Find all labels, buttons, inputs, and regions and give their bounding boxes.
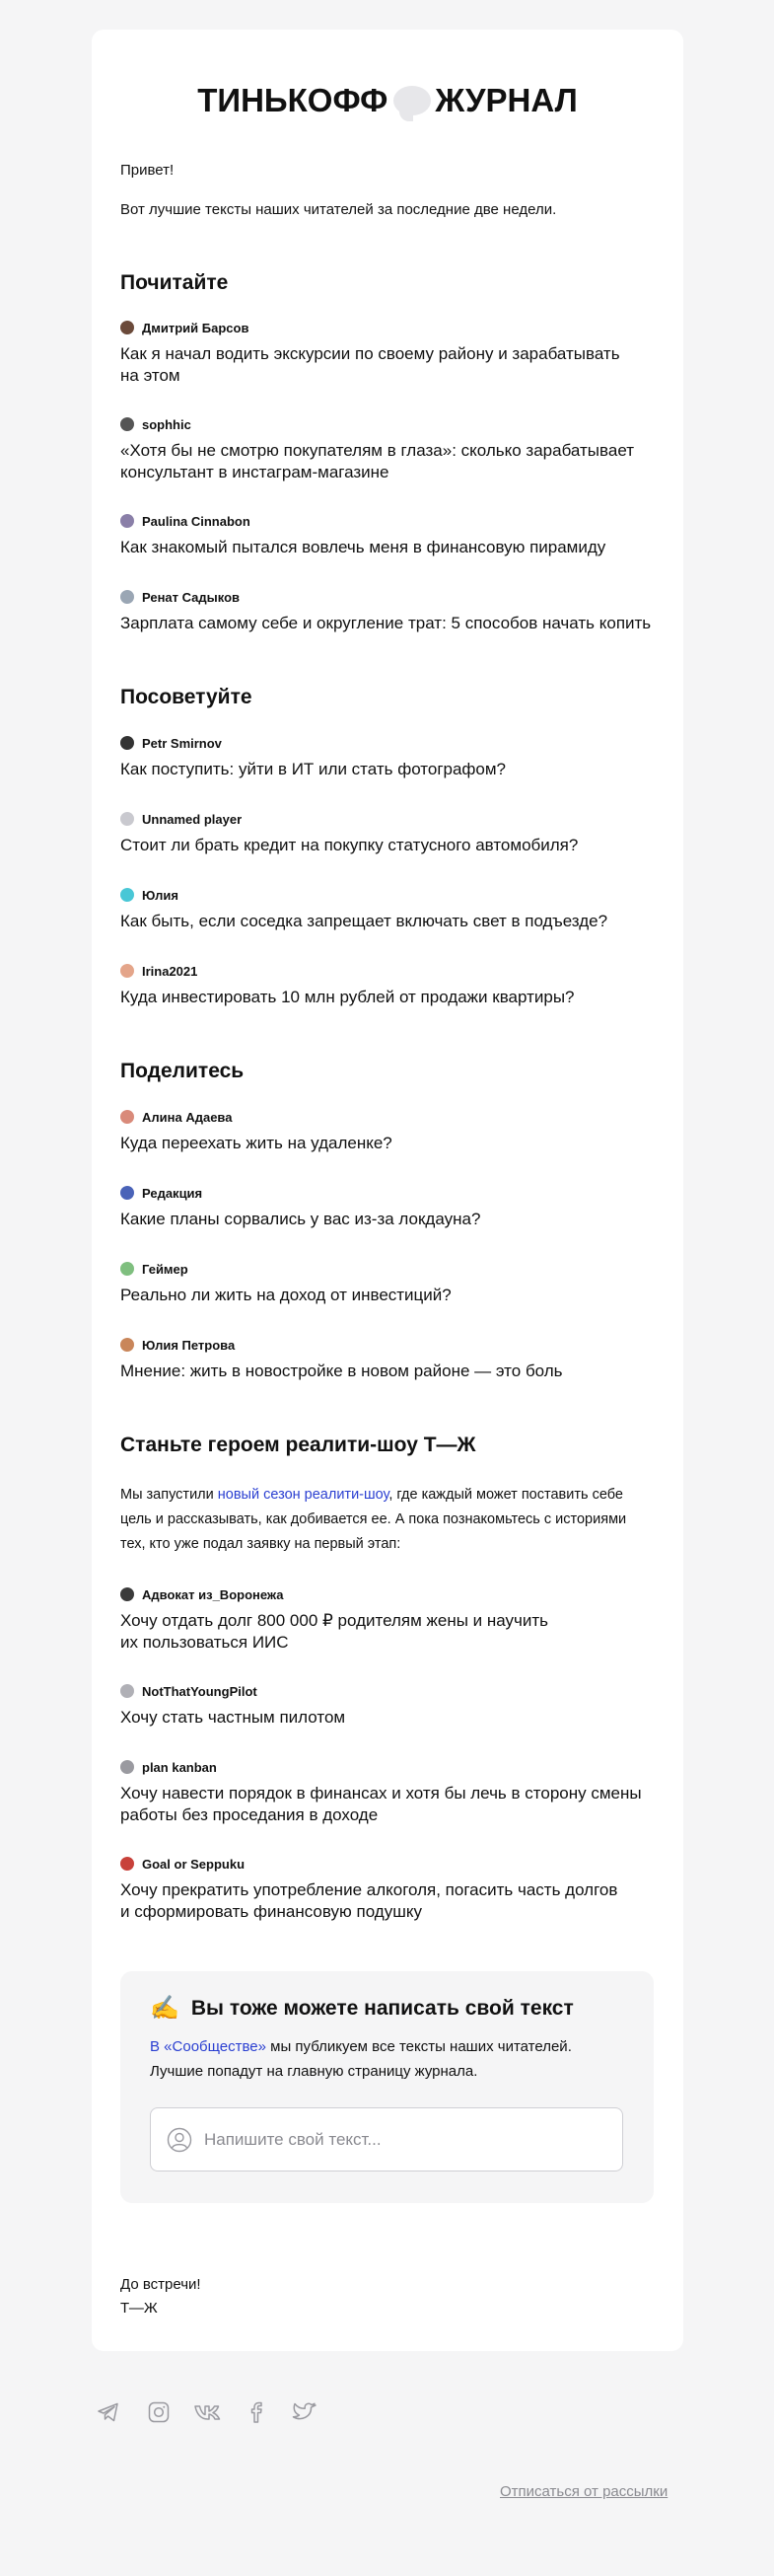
article-title[interactable]: Как я начал водить экскурсии по своему району и зарабатывать на этом bbox=[120, 344, 620, 385]
avatar bbox=[120, 321, 134, 334]
list-item[interactable] bbox=[120, 1855, 653, 1923]
author: Геймер bbox=[120, 1260, 653, 1278]
list-item[interactable] bbox=[120, 1682, 653, 1729]
author: Редакция bbox=[120, 1184, 653, 1202]
article-title[interactable]: Как поступить: уйти в ИТ или стать фотографом? bbox=[120, 760, 507, 778]
reality-season-link[interactable]: новый сезон реалити-шоу bbox=[217, 1487, 389, 1503]
avatar bbox=[120, 590, 134, 604]
author: NotThatYoungPilot bbox=[120, 1682, 653, 1700]
intro-text: Вот лучшие тексты наших читателей за последние две недели. bbox=[120, 201, 557, 218]
facebook-icon[interactable] bbox=[244, 2399, 269, 2425]
user-icon bbox=[167, 2127, 192, 2153]
list-item[interactable] bbox=[120, 415, 653, 483]
author: Irina2021 bbox=[120, 962, 653, 980]
article-title[interactable]: Зарплата самому себе и округление трат: 5 способов начать копить bbox=[120, 614, 652, 632]
section-heading: Почитайте bbox=[120, 271, 229, 294]
article-title[interactable]: Куда инвестировать 10 млн рублей от продажи квартиры? bbox=[120, 988, 575, 1006]
list-item[interactable] bbox=[120, 512, 653, 558]
author: Unnamed player bbox=[120, 810, 653, 828]
twitter-icon[interactable] bbox=[291, 2399, 318, 2425]
write-text-field[interactable] bbox=[150, 2107, 623, 2171]
avatar bbox=[120, 736, 134, 750]
article-title[interactable]: Хочу стать частным пилотом bbox=[120, 1708, 346, 1727]
author: Paulina Cinnabon bbox=[120, 512, 653, 530]
logo-text-left: ТИНЬКОФФ bbox=[197, 82, 388, 118]
list-item[interactable] bbox=[120, 1758, 653, 1826]
list-item[interactable] bbox=[120, 1184, 653, 1230]
article-title[interactable]: Как быть, если соседка запрещает включать свет в подъезде? bbox=[120, 912, 608, 930]
vk-icon[interactable] bbox=[193, 2399, 225, 2425]
avatar bbox=[120, 964, 134, 978]
article-title[interactable]: Куда переехать жить на удаленке? bbox=[120, 1134, 392, 1152]
signoff: До встречи! Т—Ж bbox=[120, 2276, 201, 2317]
community-link[interactable]: В «Сообществе» bbox=[150, 2038, 266, 2055]
greeting: Привет! bbox=[120, 162, 175, 179]
avatar bbox=[120, 888, 134, 902]
author: Дмитрий Барсов bbox=[120, 319, 653, 336]
write-text-input[interactable] bbox=[204, 2130, 598, 2150]
article-title[interactable]: Какие планы сорвались у вас из-за локдауна? bbox=[120, 1210, 481, 1228]
unsubscribe-link[interactable]: Отписаться от рассылки bbox=[500, 2483, 668, 2500]
author: Юлия bbox=[120, 886, 653, 904]
list-item[interactable] bbox=[120, 886, 653, 932]
list-item[interactable] bbox=[120, 1336, 653, 1382]
list-item[interactable] bbox=[120, 810, 653, 856]
article-title[interactable]: Как знакомый пытался вовлечь меня в финансовую пирамиду bbox=[120, 538, 606, 556]
author: Goal or Seppuku bbox=[120, 1855, 653, 1873]
article-title[interactable]: Стоит ли брать кредит на покупку статусного автомобиля? bbox=[120, 836, 579, 854]
list-item[interactable] bbox=[120, 319, 653, 387]
author: Petr Smirnov bbox=[120, 734, 653, 752]
list-item[interactable] bbox=[120, 734, 653, 780]
cta-title: ✍️ Вы тоже можете написать свой текст bbox=[150, 1995, 574, 2022]
article-title[interactable]: Реально ли жить на доход от инвестиций? bbox=[120, 1286, 452, 1304]
list-item[interactable] bbox=[120, 962, 653, 1008]
article-title[interactable]: «Хотя бы не смотрю покупателям в глаза»: сколько зарабатывает консультант в инстаграм-магазине bbox=[120, 441, 634, 481]
avatar bbox=[120, 1684, 134, 1698]
avatar bbox=[120, 1760, 134, 1774]
author: Алина Адаева bbox=[120, 1108, 653, 1126]
list-item[interactable] bbox=[120, 588, 653, 634]
article-title[interactable]: Хочу прекратить употребление алкоголя, погасить часть долгов и сформировать финансовую подушку bbox=[120, 1880, 618, 1921]
avatar bbox=[120, 1587, 134, 1601]
list-item[interactable] bbox=[120, 1585, 653, 1654]
section-heading: Поделитесь bbox=[120, 1060, 245, 1082]
logo-text-right: ЖУРНАЛ bbox=[435, 82, 578, 118]
write-text-block bbox=[120, 1971, 654, 2203]
section-heading: Станьте героем реалити-шоу Т—Ж bbox=[120, 1434, 476, 1456]
cta-text: В «Сообществе» мы публикуем все тексты наших читателей. Лучшие попадут на главную страницу журнала. bbox=[150, 2038, 572, 2080]
list-item[interactable] bbox=[120, 1108, 653, 1154]
list-item[interactable] bbox=[120, 1260, 653, 1306]
author: sophhic bbox=[120, 415, 653, 433]
avatar bbox=[120, 1110, 134, 1124]
author: Адвокат из_Воронежа bbox=[120, 1585, 653, 1603]
avatar bbox=[120, 1262, 134, 1276]
telegram-icon[interactable] bbox=[96, 2399, 121, 2425]
author: Ренат Садыков bbox=[120, 588, 653, 606]
author: Юлия Петрова bbox=[120, 1336, 653, 1354]
avatar bbox=[120, 1186, 134, 1200]
tj-logo[interactable] bbox=[156, 78, 619, 123]
author: plan kanban bbox=[120, 1758, 653, 1776]
avatar bbox=[120, 812, 134, 826]
reality-intro: Мы запустили новый сезон реалити-шоу, где каждый может поставить себе цель и рассказывать, как добивается ее. А пока познакомьтесь с историями тех, кто уже подал заявку на первый этап: bbox=[120, 1487, 627, 1552]
article-title[interactable]: Хочу навести порядок в финансах и хотя бы лечь в сторону смены работы без проседания в доходе bbox=[120, 1784, 642, 1824]
instagram-icon[interactable] bbox=[146, 2399, 172, 2425]
speech-bubble-icon bbox=[389, 84, 433, 117]
avatar bbox=[120, 1857, 134, 1871]
article-title[interactable]: Хочу отдать долг 800 000 ₽ родителям жены и научить их пользоваться ИИС bbox=[120, 1611, 549, 1652]
avatar bbox=[120, 1338, 134, 1352]
writing-hand-icon: ✍️ bbox=[150, 1995, 179, 2022]
section-heading: Посоветуйте bbox=[120, 686, 252, 708]
avatar bbox=[120, 417, 134, 431]
article-title[interactable]: Мнение: жить в новостройке в новом районе — это боль bbox=[120, 1362, 563, 1380]
avatar bbox=[120, 514, 134, 528]
